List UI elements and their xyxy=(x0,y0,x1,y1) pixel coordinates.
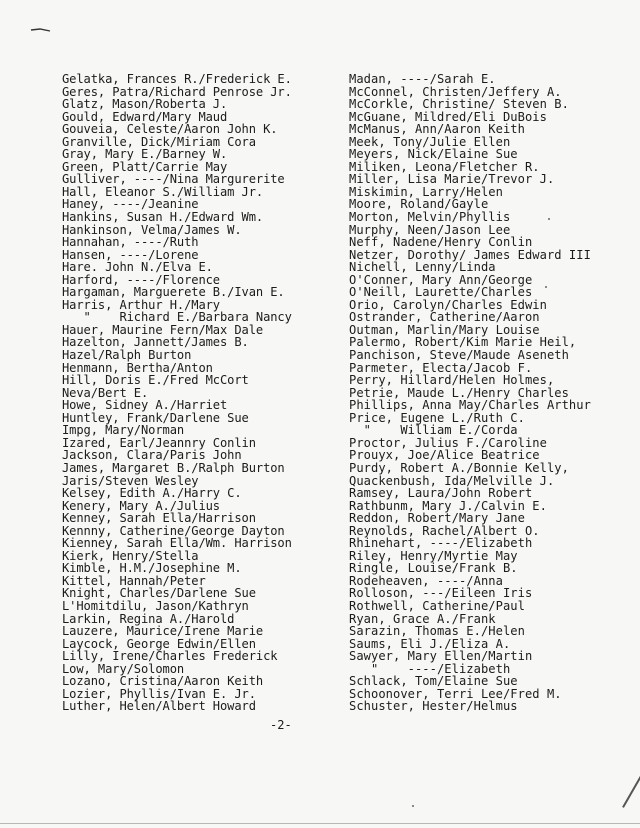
name-entry: Miliken, Leona/Fletcher R. xyxy=(349,159,540,174)
name-entry: Schlack, Tom/Elaine Sue xyxy=(349,674,518,689)
paper-speck xyxy=(545,286,547,288)
name-entry: Rothwell, Catherine/Paul xyxy=(349,598,525,613)
name-entry: Meyers, Nick/Elaine Sue xyxy=(349,147,518,162)
name-entry: Haney, ----/Jeanine xyxy=(62,197,199,212)
name-entry: Price, Eugene L./Ruth C. xyxy=(349,410,525,425)
name-entry: Hansen, ----/Lorene xyxy=(62,247,199,262)
name-entry: Hall, Eleanor S./William Jr. xyxy=(62,184,264,199)
name-entry: Gelatka, Frances R./Frederick E. xyxy=(62,72,292,86)
name-entry: Gulliver, ----/Nina Margurerite xyxy=(62,172,285,187)
name-entry: Orio, Carolyn/Charles Edwin xyxy=(349,297,547,312)
name-entry: Murphy, Neen/Jason Lee xyxy=(349,222,511,237)
name-entry: Hargaman, Marguerete B./Ivan E. xyxy=(62,285,285,300)
name-entry: Kittel, Hannah/Peter xyxy=(62,573,206,588)
name-entry: Reynolds, Rachel/Albert O. xyxy=(349,523,540,538)
name-entry: Gray, Mary E./Barney W. xyxy=(62,147,228,162)
name-entry: Madan, ----/Sarah E. xyxy=(349,72,496,86)
name-entry: Knight, Charles/Darlene Sue xyxy=(62,586,256,601)
name-entry: Rodeheaven, ----/Anna xyxy=(349,573,503,588)
name-entry: Miskimin, Larry/Helen xyxy=(349,184,503,199)
name-entry: Kenney, Sarah Ella/Harrison xyxy=(62,511,256,526)
name-entry: Schuster, Hester/Helmus xyxy=(349,699,518,714)
name-entry: " Richard E./Barbara Nancy xyxy=(62,310,292,325)
name-entry: Parmeter, Electa/Jacob F. xyxy=(349,360,533,375)
name-entry: Kelsey, Edith A./Harry C. xyxy=(62,486,242,501)
name-entry: Rhinehart, ----/Elizabeth xyxy=(349,536,533,551)
name-entry: Hazelton, Jannett/James B. xyxy=(62,335,249,350)
name-entry: Kierk, Henry/Stella xyxy=(62,548,199,563)
name-entry: Harris, Arthur H./Mary xyxy=(62,297,220,312)
name-entry: Perry, Hillard/Helen Holmes, xyxy=(349,373,555,388)
name-entry: Hauer, Maurine Fern/Max Dale xyxy=(62,322,264,337)
name-entry: Green, Platt/Carrie May xyxy=(62,159,228,174)
name-entry: Larkin, Regina A./Harold xyxy=(62,611,235,626)
corner-pen-mark xyxy=(30,24,52,32)
name-entry: Hankinson, Velma/James W. xyxy=(62,222,242,237)
name-entry: Izared, Earl/Jeannry Conlin xyxy=(62,435,256,450)
name-entry: Ryan, Grace A./Frank xyxy=(349,611,496,626)
name-entry: L'Homitdilu, Jason/Kathryn xyxy=(62,598,249,613)
name-entry: Ostrander, Catherine/Aaron xyxy=(349,310,540,325)
name-entry: Low, Mary/Solomon xyxy=(62,661,185,676)
name-entry: Huntley, Frank/Darlene Sue xyxy=(62,410,249,425)
page-bottom-edge xyxy=(0,823,640,824)
name-entry: Lilly, Irene/Charles Frederick xyxy=(62,649,278,664)
name-entry: Henmann, Bertha/Anton xyxy=(62,360,213,375)
page-number: -2- xyxy=(270,718,292,732)
name-entry: Gould, Edward/Mary Maud xyxy=(62,109,228,124)
name-entry: Glatz, Mason/Roberta J. xyxy=(62,97,228,112)
name-entry: Moore, Roland/Gayle xyxy=(349,197,489,212)
name-entry: Hazel/Ralph Burton xyxy=(62,348,192,363)
name-entry: McConnel, Christen/Jeffery A. xyxy=(349,84,562,99)
name-entry: Kenery, Mary A./Julius xyxy=(62,498,220,513)
name-entry: Kienney, Sarah Ella/Wm. Harrison xyxy=(62,536,292,551)
name-entry: Howe, Sidney A./Harriet xyxy=(62,398,228,413)
name-entry: Kimble, H.M./Josephine M. xyxy=(62,561,242,576)
name-entry: Ringle, Louise/Frank B. xyxy=(349,561,518,576)
name-entry: Granville, Dick/Miriam Cora xyxy=(62,134,256,149)
name-entry: Schoonover, Terri Lee/Fred M. xyxy=(349,686,562,701)
name-entry: Hankins, Susan H./Edward Wm. xyxy=(62,210,264,225)
edge-pen-stroke xyxy=(622,772,640,808)
name-entry: Hill, Doris E./Fred McCort xyxy=(62,373,249,388)
paper-speck xyxy=(548,218,550,220)
name-entry: Miller, Lisa Marie/Trevor J. xyxy=(349,172,555,187)
name-entry: Saums, Eli J./Eliza A. xyxy=(349,636,511,651)
name-entry: Purdy, Robert A./Bonnie Kelly, xyxy=(349,460,569,475)
name-entry: Panchison, Steve/Maude Aseneth xyxy=(349,348,569,363)
name-entry: Impg, Mary/Norman xyxy=(62,423,185,438)
name-entry: Palermo, Robert/Kim Marie Heil, xyxy=(349,335,577,350)
right-name-column xyxy=(349,73,634,713)
name-entry: Sawyer, Mary Ellen/Martin xyxy=(349,649,533,664)
name-entry: Reddon, Robert/Mary Jane xyxy=(349,511,525,526)
name-entry: Lauzere, Maurice/Irene Marie xyxy=(62,624,264,639)
name-entry: James, Margaret B./Ralph Burton xyxy=(62,460,285,475)
name-entry: Meek, Tony/Julie Ellen xyxy=(349,134,511,149)
name-entry: Lozier, Phyllis/Ivan E. Jr. xyxy=(62,686,256,701)
name-entry: McGuane, Mildred/Eli DuBois xyxy=(349,109,547,124)
name-entry: Sarazin, Thomas E./Helen xyxy=(349,624,525,639)
name-entry: Laycock, George Edwin/Ellen xyxy=(62,636,256,651)
name-entry: O'Conner, Mary Ann/George xyxy=(349,272,533,287)
name-entry: Morton, Melvin/Phyllis xyxy=(349,210,511,225)
name-entry: McCorkle, Christine/ Steven B. xyxy=(349,97,569,112)
name-entry: McManus, Ann/Aaron Keith xyxy=(349,122,525,137)
name-entry: Neff, Nadene/Henry Conlin xyxy=(349,235,533,250)
name-entry: Prouyx, Joe/Alice Beatrice xyxy=(349,448,540,463)
name-entry: Rolloson, ---/Eileen Iris xyxy=(349,586,533,601)
name-entry: Lozano, Cristina/Aaron Keith xyxy=(62,674,264,689)
name-entry: Kennny, Catherine/George Dayton xyxy=(62,523,285,538)
name-entry: Proctor, Julius F./Caroline xyxy=(349,435,547,450)
name-entry: Outman, Marlin/Mary Louise xyxy=(349,322,540,337)
name-entry: Phillips, Anna May/Charles Arthur xyxy=(349,398,591,413)
name-entry: Gouveia, Celeste/Aaron John K. xyxy=(62,122,278,137)
name-entry: Netzer, Dorothy/ James Edward III xyxy=(349,247,591,262)
name-entry: Quackenbush, Ida/Melville J. xyxy=(349,473,555,488)
name-entry: Jackson, Clara/Paris John xyxy=(62,448,242,463)
name-entry: Jaris/Steven Wesley xyxy=(62,473,199,488)
name-entry: Geres, Patra/Richard Penrose Jr. xyxy=(62,84,292,99)
name-entry: Neva/Bert E. xyxy=(62,385,149,400)
name-entry: Rathbunm, Mary J./Calvin E. xyxy=(349,498,547,513)
name-entry: Harford, ----/Florence xyxy=(62,272,220,287)
name-entry: " William E./Corda xyxy=(349,423,518,438)
name-entry: Luther, Helen/Albert Howard xyxy=(62,699,256,714)
paper-speck xyxy=(412,805,414,807)
name-entry: Hannahan, ----/Ruth xyxy=(62,235,199,250)
name-entry: Ramsey, Laura/John Robert xyxy=(349,486,533,501)
name-entry: Nichell, Lenny/Linda xyxy=(349,260,496,275)
name-entry: Hare. John N./Elva E. xyxy=(62,260,213,275)
name-entry: Petrie, Maude L./Henry Charles xyxy=(349,385,569,400)
name-entry: Riley, Henry/Myrtie May xyxy=(349,548,518,563)
left-name-column xyxy=(62,73,342,713)
name-entry: " ----/Elizabeth xyxy=(349,661,511,676)
name-entry: O'Neill, Laurette/Charles xyxy=(349,285,533,300)
